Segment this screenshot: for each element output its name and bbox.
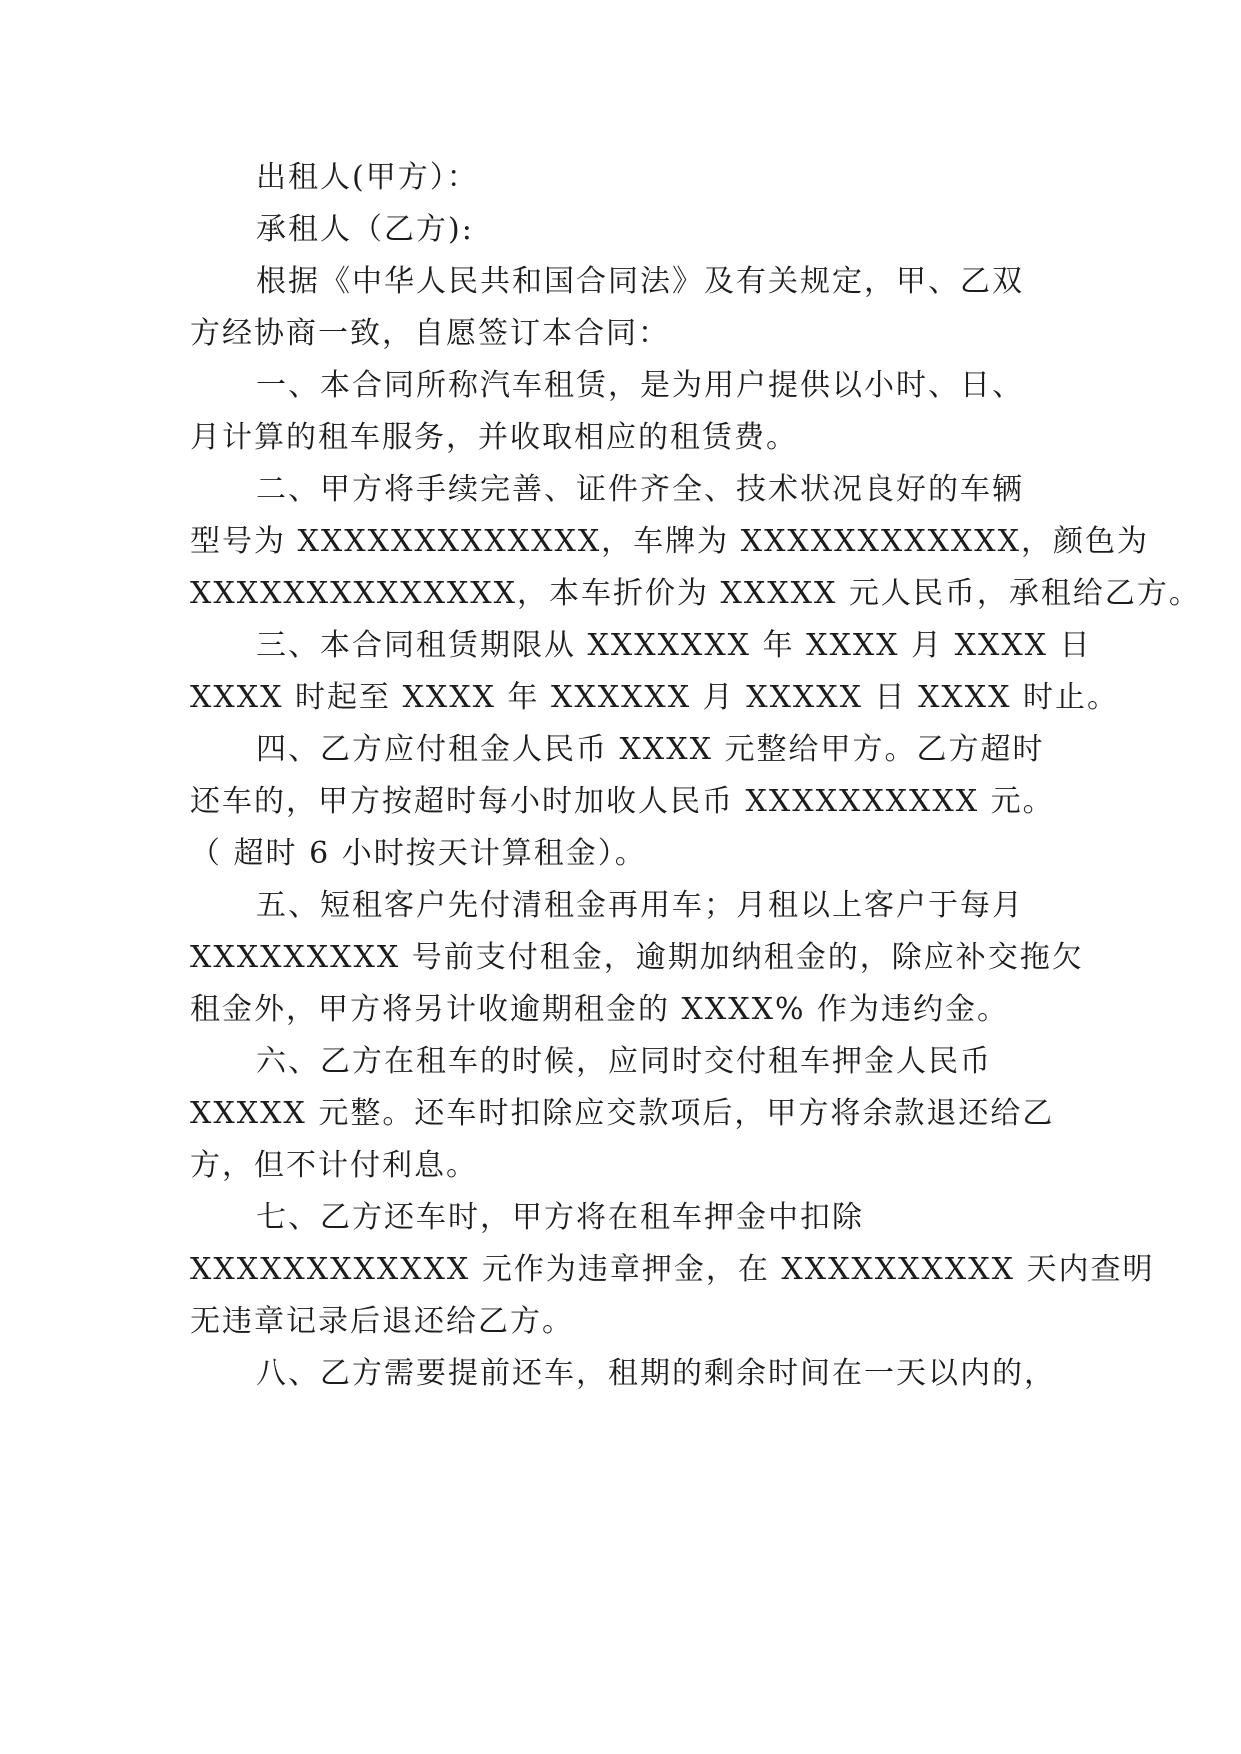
clause-6-line-1: 六、乙方在租车的时候，应同时交付租车押金人民币 [256, 1044, 992, 1079]
clause-2-line-3: XXXXXXXXXXXXXX，本车折价为 XXXXX 元人民币，承租给乙方。 [190, 576, 1201, 611]
clause-7-line-3: 无违章记录后退还给乙方。 [190, 1304, 574, 1339]
clause-4-line-3: （ 超时 6 小时按天计算租金）。 [190, 836, 647, 871]
clause-6-line-2: XXXXX 元整。还车时扣除应交款项后，甲方将余款退还给乙 [190, 1096, 1055, 1131]
preamble-line-2: 方经协商一致，自愿签订本合同： [190, 316, 670, 351]
clause-6-line-3: 方，但不计付利息。 [190, 1148, 478, 1183]
clause-3-line-1: 三、本合同租赁期限从 XXXXXXX 年 XXXX 月 XXXX 日 [256, 628, 1092, 663]
clause-2-line-1: 二、甲方将手续完善、证件齐全、技术状况良好的车辆 [256, 472, 1024, 507]
clause-5-line-3: 租金外，甲方将另计收逾期租金的 XXXX% 作为违约金。 [190, 992, 1010, 1027]
clause-1-line-1: 一、本合同所称汽车租赁，是为用户提供以小时、日、 [256, 368, 1024, 403]
clause-4-line-2: 还车的，甲方按超时每小时加收人民币 XXXXXXXXXX 元。 [190, 784, 1055, 819]
clause-3-line-2: XXXX 时起至 XXXX 年 XXXXXX 月 XXXXX 日 XXXX 时止。 [190, 680, 1120, 715]
clause-5-line-2: XXXXXXXXX 号前支付租金，逾期加纳租金的，除应补交拖欠 [190, 940, 1084, 975]
clause-2-line-2: 型号为 XXXXXXXXXXXXX，车牌为 XXXXXXXXXXXX，颜色为 [190, 524, 1150, 559]
clause-7-line-1: 七、乙方还车时，甲方将在租车押金中扣除 [256, 1200, 864, 1235]
lessee-line: 承租人（乙方): [256, 212, 474, 247]
clause-8-line-1: 八、乙方需要提前还车，租期的剩余时间在一天以内的， [256, 1356, 1056, 1391]
clause-1-line-2: 月计算的租车服务，并收取相应的租赁费。 [190, 420, 798, 455]
clause-4-line-1: 四、乙方应付租金人民币 XXXX 元整给甲方。乙方超时 [256, 732, 1045, 767]
lessor-line: 出租人(甲方）： [256, 160, 479, 195]
clause-7-line-2: XXXXXXXXXXXX 元作为违章押金，在 XXXXXXXXXX 天内查明 [190, 1252, 1155, 1287]
preamble-line-1: 根据《中华人民共和国合同法》及有关规定，甲、乙双 [256, 264, 1024, 299]
clause-5-line-1: 五、短租客户先付清租金再用车；月租以上客户于每月 [256, 888, 1024, 923]
